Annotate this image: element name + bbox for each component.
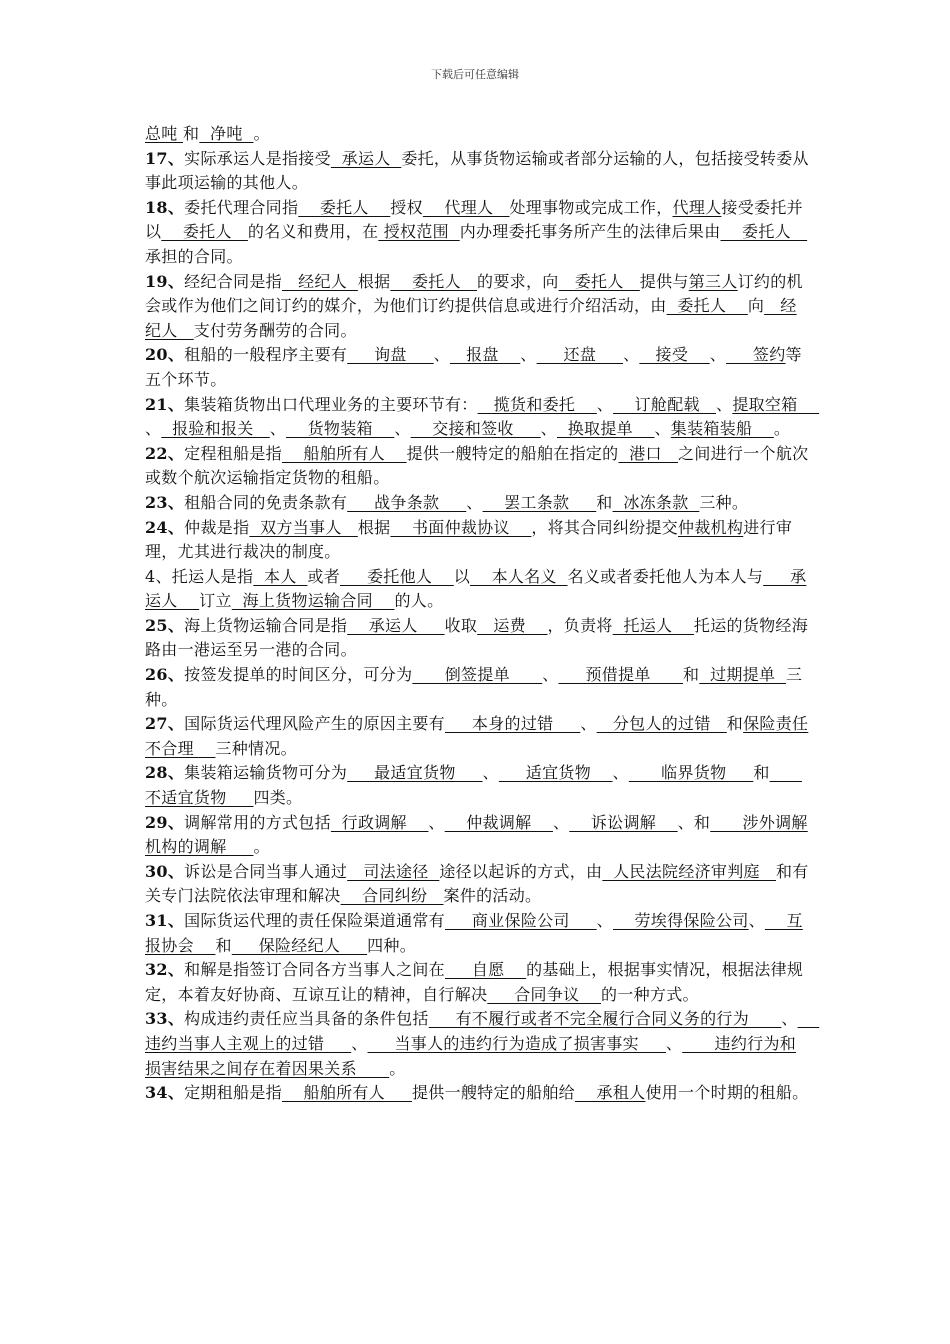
question-text: 授权 xyxy=(390,197,423,217)
question-text: 、 xyxy=(394,419,411,439)
filled-blank-answer: 委托人 xyxy=(390,271,478,291)
question-paragraph xyxy=(145,393,820,442)
question-number: 30、 xyxy=(145,861,185,881)
filled-blank-answer: 本人名义 xyxy=(470,566,568,586)
question-text: 的人。 xyxy=(394,591,444,611)
question-text: 、 xyxy=(269,419,287,439)
filled-blank-answer: 经纪人 xyxy=(281,271,358,291)
question-text: 和 xyxy=(596,492,613,512)
document-body xyxy=(145,122,820,1106)
question-text: 托运的货物经海路由一港运至另一港的合同。 xyxy=(145,615,809,660)
filled-blank-answer: 司法途径 xyxy=(347,861,440,881)
question-paragraph xyxy=(145,860,810,909)
question-text: 四种。 xyxy=(367,935,417,955)
filled-blank-answer: 委托人 xyxy=(298,197,391,217)
question-paragraph xyxy=(145,663,810,712)
question-text: 和 xyxy=(183,124,200,143)
question-text: 、 xyxy=(596,394,614,414)
question-text: 、 xyxy=(433,345,450,365)
filled-blank-answer: 净吨 xyxy=(199,124,254,143)
filled-blank-answer: 自愿 xyxy=(444,960,527,980)
question-number: 20、 xyxy=(145,345,185,365)
filled-blank-answer: 过期提单 xyxy=(699,665,787,685)
question-text: 、 xyxy=(145,419,162,439)
question-number: 31、 xyxy=(145,911,185,930)
question-number: 17、 xyxy=(145,148,185,168)
question-text: 、 xyxy=(654,419,671,439)
question-text: 和 xyxy=(682,665,700,685)
question-text: 定期租船是指 xyxy=(184,1083,282,1103)
question-text: ，将其合同纠纷提交 xyxy=(531,517,679,537)
question-text: 向 xyxy=(747,296,765,316)
question-paragraph xyxy=(145,811,810,860)
filled-blank-answer: 罢工条款 xyxy=(482,492,597,512)
filled-blank-answer: 换取提单 xyxy=(556,419,655,439)
question-text: 和解是指签订合同各方当事人之间在 xyxy=(184,960,445,980)
question-number: 29、 xyxy=(145,812,185,832)
question-text: 承担的合同。 xyxy=(145,246,243,266)
question-text: 委托代理合同指 xyxy=(184,197,299,217)
question-text: 名义或者委托他人为本人与 xyxy=(567,566,764,586)
question-text: 、 xyxy=(596,911,613,930)
question-text: 以 xyxy=(453,566,471,586)
question-paragraph xyxy=(145,565,810,614)
question-text: 按签发提单的时间区分，可分为 xyxy=(184,665,413,685)
question-paragraph xyxy=(145,712,810,761)
question-text: 调解常用的方式包括 xyxy=(184,812,331,832)
question-text: 处理事物或完成工作， xyxy=(509,197,673,217)
filled-blank-answer: 总吨 xyxy=(145,124,183,143)
question-text: 、 xyxy=(781,1009,798,1029)
question-number: 21、 xyxy=(145,394,185,414)
question-text: 提供与 xyxy=(639,271,689,291)
question-text: 海上货物运输合同是指 xyxy=(184,615,348,635)
filled-blank-answer: 承运人 xyxy=(330,148,402,168)
filled-blank-answer: 港口 xyxy=(618,443,679,463)
question-paragraph xyxy=(145,614,810,663)
question-paragraph xyxy=(145,1081,810,1106)
filled-blank-answer: 授权范围 xyxy=(378,222,460,242)
question-paragraph xyxy=(145,909,810,958)
question-text: 三种。 xyxy=(699,492,749,512)
question-text: 根据 xyxy=(357,517,391,537)
question-text: 三种。 xyxy=(145,665,803,709)
question-text: 的名义和费用，在 xyxy=(247,222,379,242)
question-text: 或者 xyxy=(307,566,341,586)
question-text: 诉讼是合同当事人通过 xyxy=(184,861,348,881)
filled-blank-answer: 代理人 xyxy=(672,197,722,217)
question-text: 、 xyxy=(716,394,733,414)
filled-blank-answer: 商业保险公司 xyxy=(444,911,597,930)
question-text: 构成违约责任应当具备的条件包括 xyxy=(184,1009,429,1029)
filled-blank-answer: 代理人 xyxy=(422,197,510,217)
question-text: 、 xyxy=(351,1033,368,1053)
question-text: 4、托运人是指 xyxy=(145,566,254,586)
question-text: 、 xyxy=(466,492,483,512)
filled-blank-answer: 货物装箱 xyxy=(286,419,395,439)
question-text: 四类。 xyxy=(253,788,303,808)
question-text: 订约的机会或作为他们之间订约的媒介，为他们订约提供信息或进行介绍活动，由 xyxy=(145,271,803,316)
question-text: 国际货运代理的责任保险渠道通常有 xyxy=(184,911,445,930)
question-text: 、 xyxy=(580,714,597,734)
question-text: 三种情况。 xyxy=(215,738,297,758)
question-text: 和 xyxy=(215,935,232,955)
filled-blank-answer: 合同争议 xyxy=(487,984,601,1004)
filled-blank-answer: 运费 xyxy=(477,615,548,635)
question-text: 根据 xyxy=(357,271,391,291)
question-paragraph xyxy=(145,1007,820,1081)
question-text: ，负责将 xyxy=(547,615,613,635)
question-number: 24、 xyxy=(145,517,185,537)
question-text: 的要求，向 xyxy=(477,271,559,291)
question-text: 、 xyxy=(542,665,559,685)
question-text: 提供一艘特定的船舶在指定的 xyxy=(406,443,619,463)
question-number: 18、 xyxy=(145,197,185,217)
question-paragraph xyxy=(145,196,810,270)
question-text: 、 xyxy=(482,763,499,783)
question-paragraph xyxy=(145,516,810,565)
question-text: 仲裁是指 xyxy=(184,517,250,537)
filled-blank-answer: 报盘 xyxy=(449,345,521,365)
question-text: 集装箱货物出口代理业务的主要环节有： xyxy=(184,394,478,414)
filled-blank-answer: 涉外调解机构的调解 xyxy=(145,812,808,857)
filled-blank-answer: 适宜货物 xyxy=(498,763,613,783)
filled-blank-answer: 仲裁调解 xyxy=(444,812,553,832)
question-paragraph xyxy=(145,958,810,1007)
filled-blank-answer: 违约当事人主观上的过错 xyxy=(145,1009,820,1053)
filled-blank-answer: 分包人的过错 xyxy=(596,714,727,734)
question-text: 委托，从事货物运输或者部分运输的人，包括接受转委从事此项运输的其他人。 xyxy=(145,148,809,193)
question-text: 租船的一般程序主要有 xyxy=(184,345,348,365)
question-text: 经纪合同是指 xyxy=(184,271,282,291)
filled-blank-answer: 仲裁机构 xyxy=(678,517,744,537)
question-text: 进行审理，尤其进行裁决的制度。 xyxy=(145,517,793,562)
filled-blank-answer: 人民法院经济审判庭 xyxy=(602,861,776,881)
question-text: 。 xyxy=(773,419,791,439)
question-text: 案件的活动。 xyxy=(443,886,542,906)
filled-blank-answer: 委托他人 xyxy=(340,566,454,586)
filled-blank-answer: 保险责任不合理 xyxy=(145,714,809,758)
filled-blank-answer: 船舶所有人 xyxy=(281,443,407,463)
question-text: 支付劳务酬劳的合同。 xyxy=(193,320,357,340)
filled-blank-answer: 船舶所有人 xyxy=(281,1083,412,1103)
filled-blank-answer: 保险经纪人 xyxy=(231,935,368,955)
question-text: 途径以起诉的方式，由 xyxy=(439,861,603,881)
question-text: 、 xyxy=(709,345,726,365)
filled-blank-answer: 有不履行或者不完全履行合同义务的行为 xyxy=(428,1009,782,1029)
question-text: 提供一艘特定的船舶给 xyxy=(411,1083,575,1103)
filled-blank-answer: 订舱配载 xyxy=(613,394,716,414)
page-header: 下载后可任意编辑 xyxy=(431,68,519,81)
question-text: 、 xyxy=(553,812,570,832)
filled-blank-answer: 不适宜货物 xyxy=(145,763,802,808)
question-text: 接受委托并以 xyxy=(145,197,803,242)
question-text: 和 xyxy=(726,714,744,734)
filled-blank-answer: 本身的过错 xyxy=(444,714,581,734)
question-number: 34、 xyxy=(145,1083,185,1103)
filled-blank-answer: 签约 xyxy=(726,345,786,365)
filled-blank-answer: 互报协会 xyxy=(145,911,803,955)
question-text: 之间进行一个航次或数个航次运输指定货物的租船。 xyxy=(145,443,809,488)
filled-blank-answer: 诉讼调解 xyxy=(569,812,678,832)
question-text: 租船合同的免责条款有 xyxy=(184,492,348,512)
filled-blank-answer: 当事人的违约行为造成了损害事实 xyxy=(367,1033,666,1053)
filled-blank-answer: 违约行为和损害结果之间存在着因果关系 xyxy=(145,1033,797,1078)
filled-blank-answer: 本人 xyxy=(253,566,308,586)
question-text: 等五个环节。 xyxy=(145,345,802,389)
question-number: 28、 xyxy=(145,763,185,783)
question-paragraph xyxy=(145,122,810,147)
question-text: 的一种方式。 xyxy=(601,984,699,1004)
filled-blank-answer: 临界货物 xyxy=(628,763,754,783)
question-text: 、 xyxy=(520,345,537,365)
question-text: 。 xyxy=(253,837,270,857)
filled-blank-answer: 还盘 xyxy=(536,345,624,365)
question-text: 国际货运代理风险产生的原因主要有 xyxy=(184,714,445,734)
filled-blank-answer: 海上货物运输合同 xyxy=(231,591,395,611)
filled-blank-answer: 战争条款 xyxy=(347,492,467,512)
question-text: 集装箱运输货物可分为 xyxy=(184,763,348,783)
filled-blank-answer: 书面仲裁协议 xyxy=(390,517,532,537)
question-paragraph xyxy=(145,442,810,491)
filled-blank-answer: 委托人 xyxy=(558,271,640,291)
question-text: 。 xyxy=(253,124,270,143)
question-number: 22、 xyxy=(145,443,185,463)
filled-blank-answer: 合同纠纷 xyxy=(340,886,444,906)
filled-blank-answer: 委托人 xyxy=(720,222,808,242)
question-text: 、 xyxy=(540,419,557,439)
filled-blank-answer: 第三人 xyxy=(688,271,738,291)
question-number: 23、 xyxy=(145,492,185,512)
question-text: 定程租船是指 xyxy=(184,443,282,463)
question-text: 、 xyxy=(665,1033,683,1053)
filled-blank-answer: 揽货和委托 xyxy=(477,394,597,414)
filled-blank-answer: 接受 xyxy=(639,345,710,365)
filled-blank-answer: 冰冻条款 xyxy=(612,492,700,512)
question-text: 内办理委托事务所产生的法律后果由 xyxy=(459,222,721,242)
filled-blank-answer: 交接和签收 xyxy=(410,419,541,439)
question-number: 19、 xyxy=(145,271,185,291)
filled-blank-answer: 承运人 xyxy=(347,615,445,635)
question-text: 、 xyxy=(623,345,640,365)
question-text: 、 xyxy=(428,812,445,832)
filled-blank-answer: 委托人 xyxy=(161,222,248,242)
question-text: 使用一个时期的租船。 xyxy=(645,1083,809,1103)
question-number: 27、 xyxy=(145,714,185,734)
question-paragraph xyxy=(145,270,810,344)
question-paragraph xyxy=(145,761,810,810)
filled-blank-answer: 双方当事人 xyxy=(249,517,358,537)
question-text: 、 xyxy=(748,911,765,930)
filled-blank-answer: 劳埃得保险公司 xyxy=(612,911,749,930)
filled-blank-answer: 最适宜货物 xyxy=(347,763,483,783)
filled-blank-answer: 托运人 xyxy=(612,615,694,635)
filled-blank-answer: 委托人 xyxy=(666,296,748,316)
question-text: 和有关专门法院依法审理和解决 xyxy=(145,861,809,906)
filled-blank-answer: 倒签提单 xyxy=(412,665,543,685)
question-text: 的基础上，根据事实情况，根据法律规定，本着友好协商、互谅互让的精神，自行解决 xyxy=(145,960,804,1004)
question-text: 收取 xyxy=(444,615,478,635)
question-paragraph xyxy=(145,491,810,516)
question-number: 32、 xyxy=(145,960,185,980)
question-number: 26、 xyxy=(145,665,185,685)
filled-blank-answer: 集装箱装船 xyxy=(670,419,774,439)
filled-blank-answer: 经纪人 xyxy=(145,296,797,340)
filled-blank-answer: 报验和报关 xyxy=(161,419,270,439)
filled-blank-answer: 询盘 xyxy=(347,345,434,365)
question-text: 。 xyxy=(389,1058,406,1078)
question-paragraph xyxy=(145,147,810,196)
question-number: 33、 xyxy=(145,1009,185,1029)
question-text: 实际承运人是指接受 xyxy=(184,148,331,168)
question-text: 订立 xyxy=(199,591,232,611)
filled-blank-answer: 行政调解 xyxy=(330,812,429,832)
question-text: 、和 xyxy=(677,812,711,832)
question-text: 和 xyxy=(753,763,770,783)
filled-blank-answer: 承运人 xyxy=(145,566,807,611)
question-paragraph xyxy=(145,343,810,392)
question-number: 25、 xyxy=(145,615,185,635)
filled-blank-answer: 承租人 xyxy=(574,1083,646,1103)
question-text: 、 xyxy=(612,763,629,783)
filled-blank-answer: 提取空箱 xyxy=(732,394,820,414)
filled-blank-answer: 预借提单 xyxy=(558,665,683,685)
